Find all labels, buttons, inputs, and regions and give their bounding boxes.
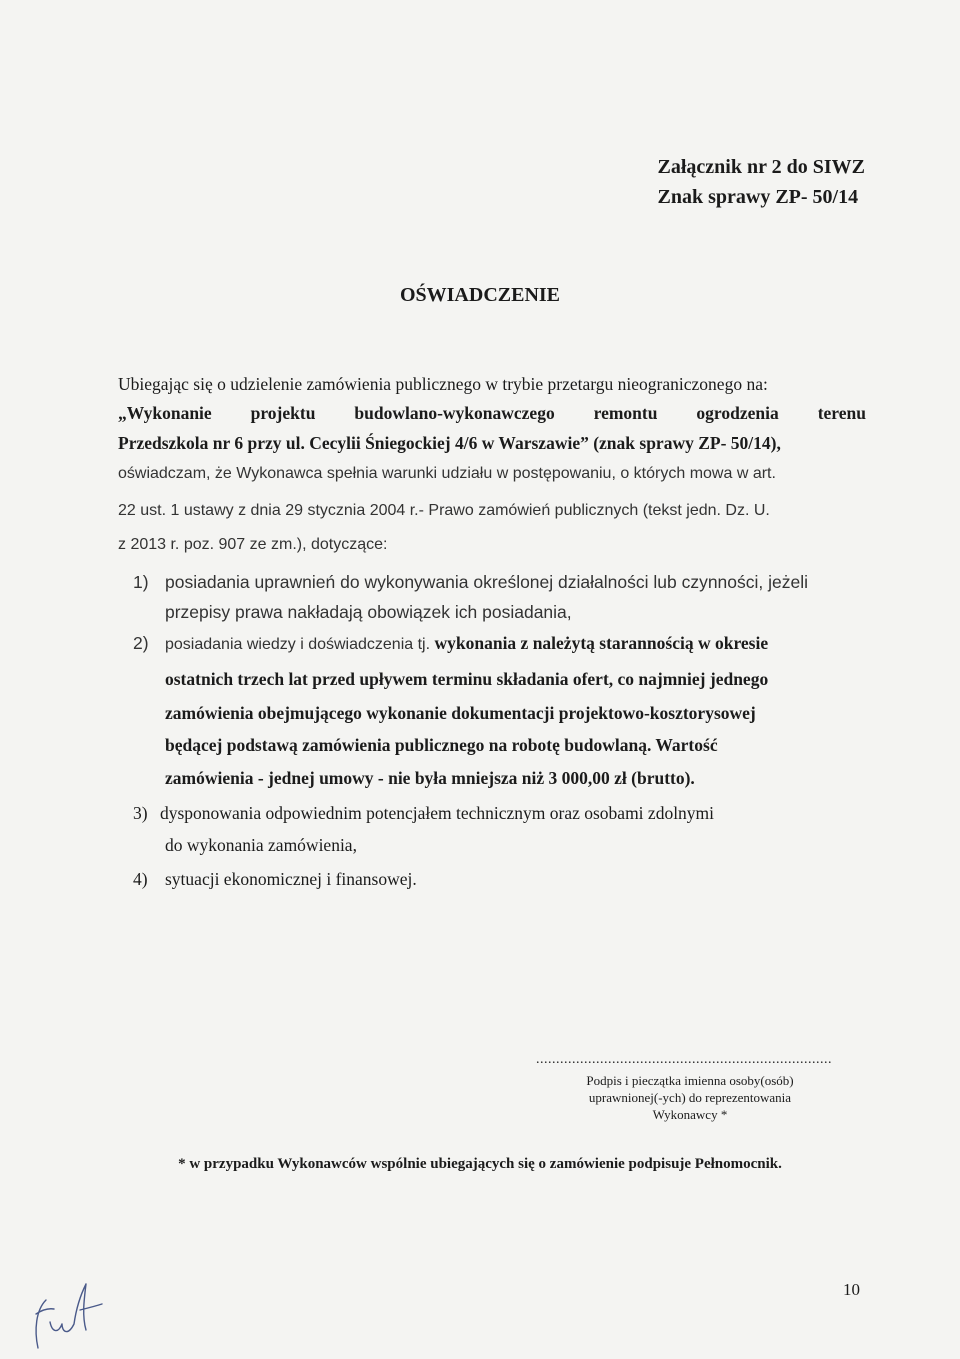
paragraph-line-1: Ubiegając się o udzielenie zamówienia publicznego w trybie przetargu nieograniczonego na: [118, 374, 768, 394]
paragraph-word: „Wykonanie [118, 403, 212, 423]
signature-caption-line-1: Podpis i pieczątka imienna osoby(osób) [586, 1073, 794, 1088]
case-number: Znak sprawy ZP- 50/14 [657, 186, 859, 208]
paragraph-line-3: Przedszkola nr 6 przy ul. Cecylii Śniegockiej 4/6 w Warszawie” (znak sprawy ZP- 50/14), [118, 433, 781, 453]
document-header [658, 152, 865, 212]
paragraph-word: remontu [593, 403, 658, 423]
item-2-line-1 [165, 628, 768, 658]
item-number-1: 1) [133, 572, 149, 592]
paragraph-word: ogrodzenia [696, 403, 779, 423]
paragraph-line-2 [118, 398, 866, 428]
item-4-line-1: sytuacji ekonomicznej i finansowej. [165, 869, 417, 889]
handwritten-signature [28, 1270, 108, 1352]
paragraph-line-4: oświadczam, że Wykonawca spełnia warunki udziału w postępowaniu, o których mowa w art. [118, 465, 776, 482]
item-2-line-2: ostatnich trzech lat przed upływem terminu składania ofert, co najmniej jednego [165, 669, 769, 689]
item-1-line-1: posiadania uprawnień do wykonywania określonej działalności lub czynności, jeżeli [165, 572, 809, 592]
page-title: OŚWIADCZENIE [399, 284, 561, 306]
item-2-line-4: będącej podstawą zamówienia publicznego na robotę budowlaną. Wartość [165, 735, 718, 755]
paragraph-word: budowlano-wykonawczego [354, 403, 555, 423]
signature-caption-line-3: Wykonawcy * [652, 1107, 728, 1122]
item-2-line-3: zamówienia obejmującego wykonanie dokumentacji projektowo-kosztorysowej [165, 703, 756, 723]
signature-caption-line-2: uprawnionej(-ych) do reprezentowania [588, 1090, 792, 1105]
item-number-3: 3) [133, 803, 148, 823]
signature-caption [540, 1072, 840, 1123]
attachment-label: Załącznik nr 2 do SIWZ [657, 156, 865, 178]
item-2-bold-text: wykonania z należytą starannością w okresie [434, 633, 769, 653]
item-number-2: 2) [133, 633, 149, 653]
paragraph-line-6: z 2013 r. poz. 907 ze zm.), dotyczące: [118, 536, 388, 553]
signature-line: .......................................................................... [536, 1052, 832, 1067]
item-3-line-1: dysponowania odpowiednim potencjałem technicznym oraz osobami zdolnymi [160, 803, 715, 823]
paragraph-word: terenu [817, 403, 866, 423]
item-2-plain-text: posiadania wiedzy i doświadczenia tj. [165, 636, 435, 653]
page-number: 10 [843, 1280, 860, 1299]
item-number-4: 4) [133, 869, 148, 889]
footnote: * w przypadku Wykonawców wspólnie ubiegających się o zamówienie podpisuje Pełnomocnik. [178, 1156, 782, 1172]
item-2-line-5: zamówienia - jednej umowy - nie była mniejsza niż 3 000,00 zł (brutto). [165, 768, 695, 788]
paragraph-line-5: 22 ust. 1 ustawy z dnia 29 stycznia 2004 r.- Prawo zamówień publicznych (tekst jedn. Dz. U. [118, 502, 770, 519]
item-1-line-2: przepisy prawa nakładają obowiązek ich posiadania, [165, 602, 572, 622]
item-3-line-2: do wykonania zamówienia, [165, 835, 357, 855]
paragraph-word: projektu [250, 403, 316, 423]
